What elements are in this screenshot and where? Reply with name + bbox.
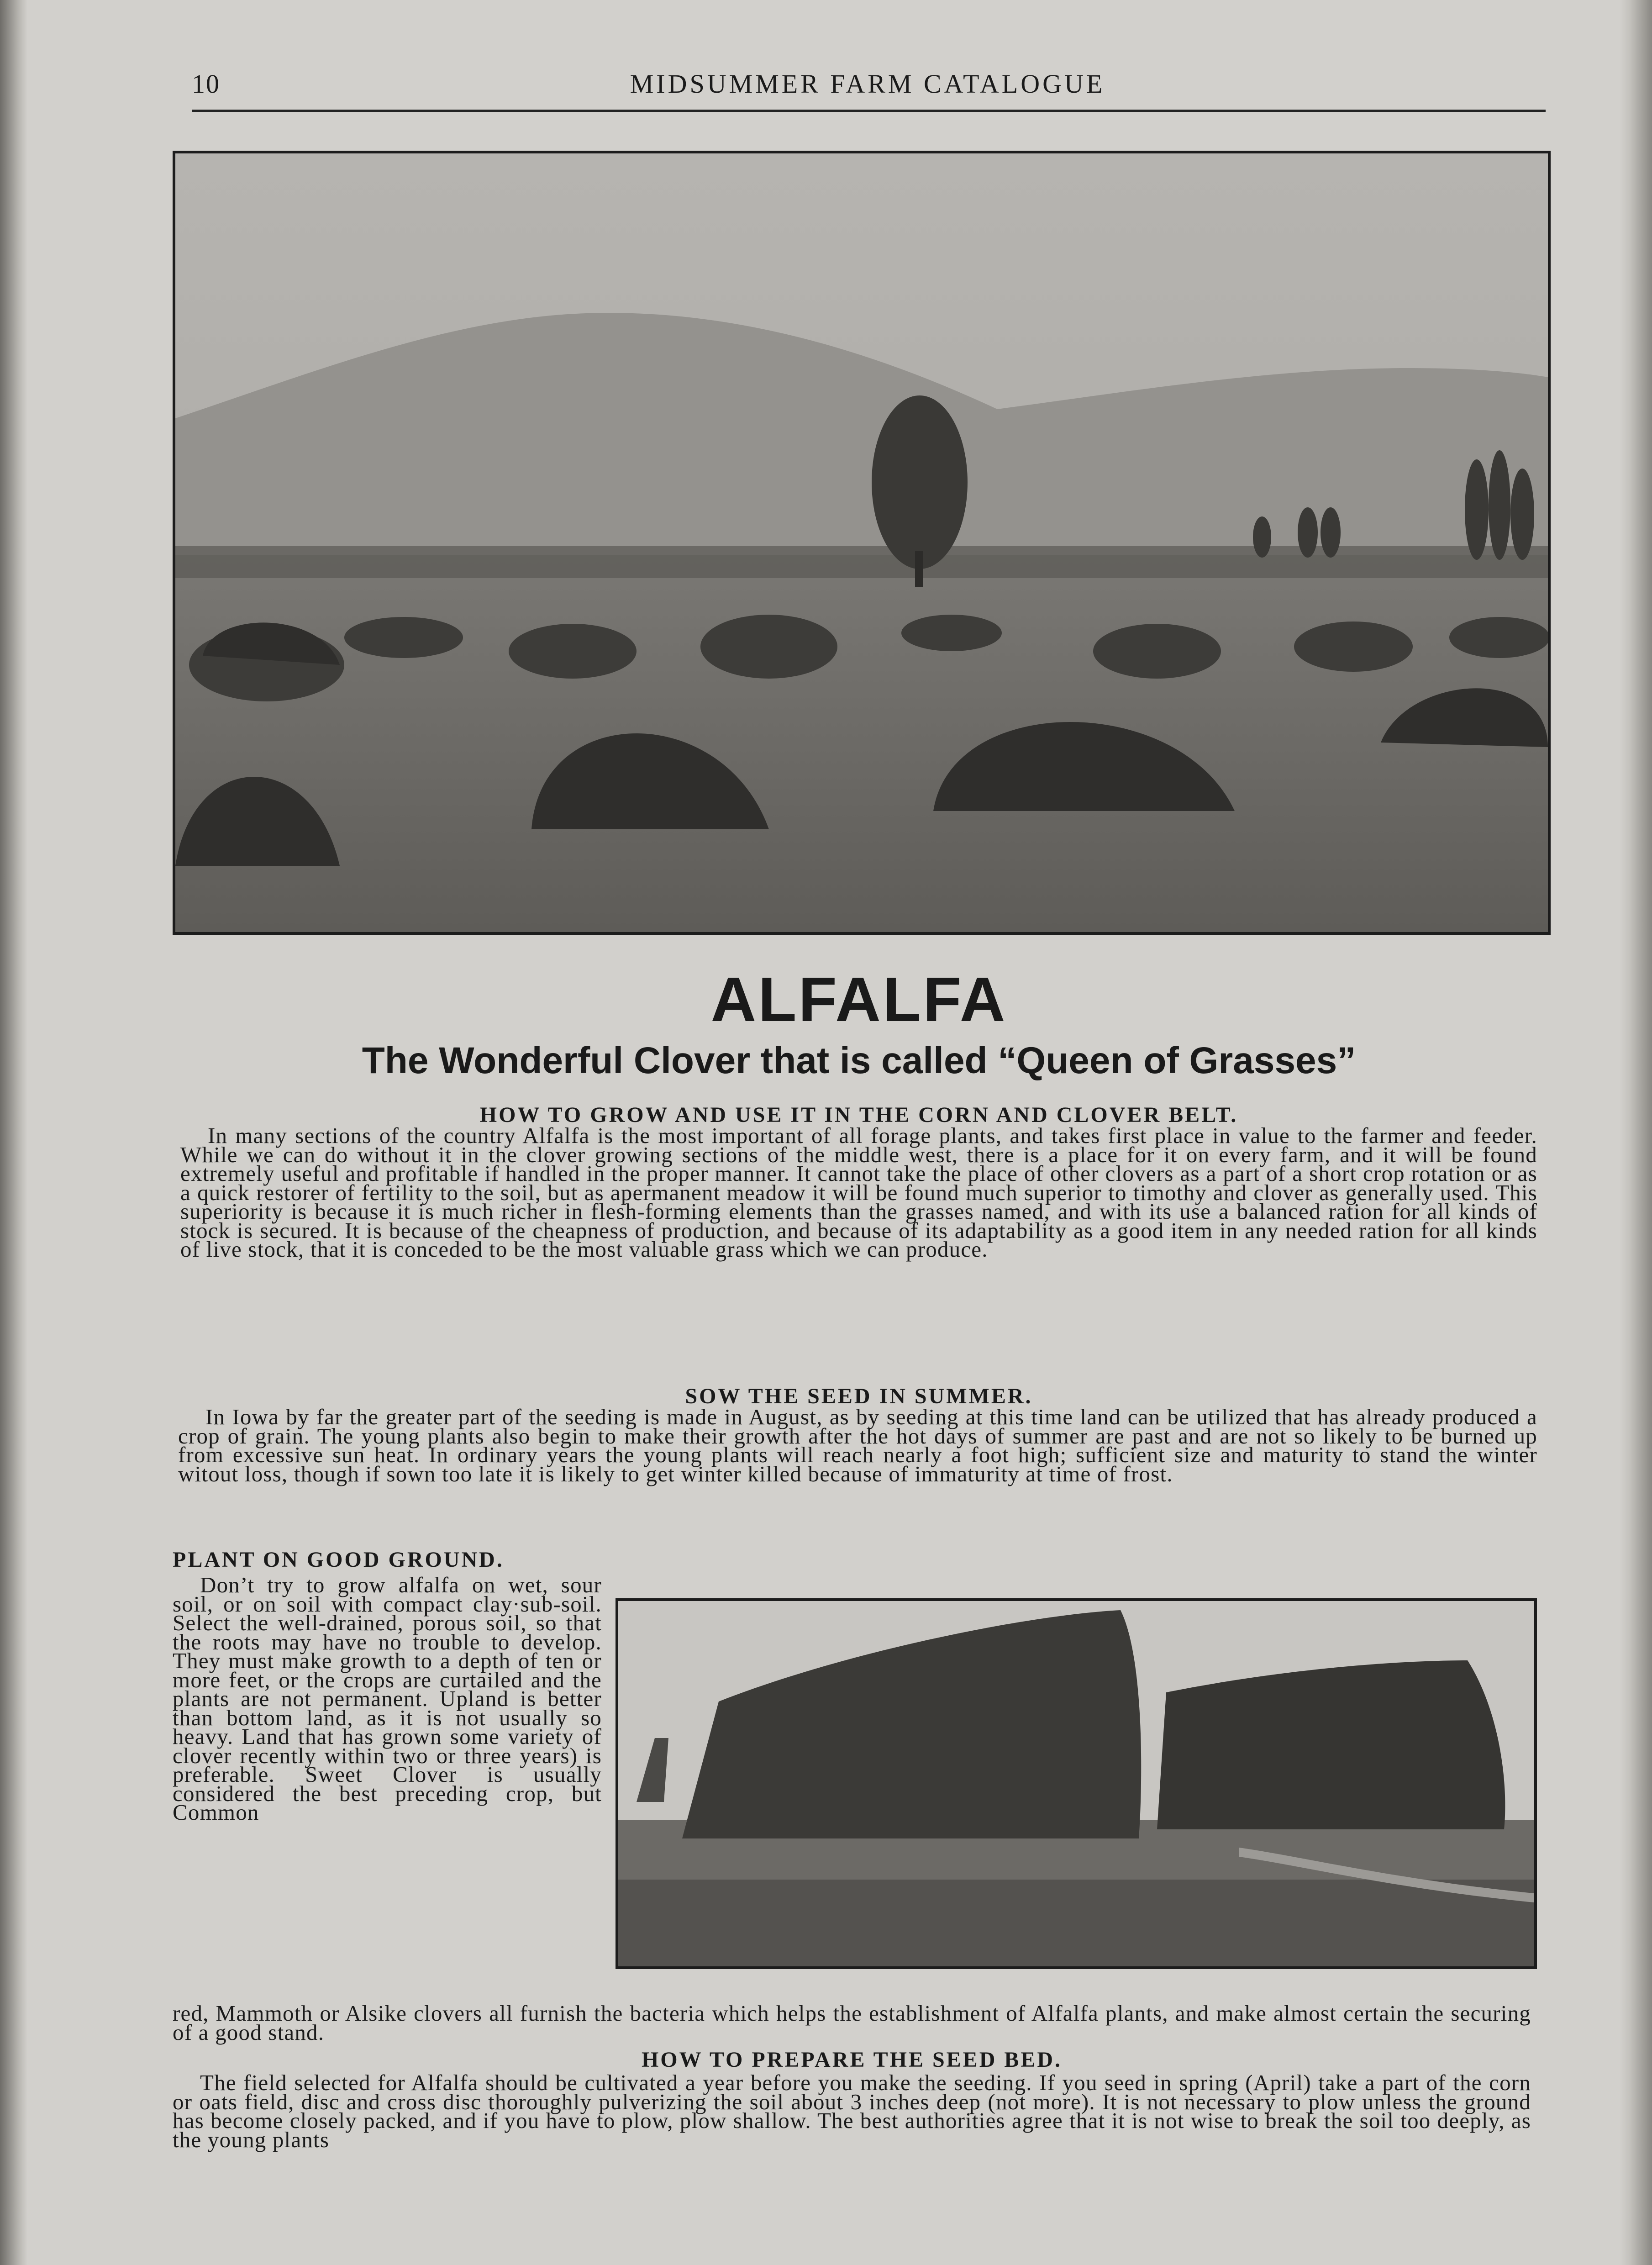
paragraph-grow: In many sections of the country Alfalfa is the most important of all forage plants, and takes first place in value to the farmer and feeder. While we can do without it in the clover growing sections of the middle west, there is a place for it on every farm, and it will be found extremely useful and profitable if handled in the proper manner. It cannot take the place of other clovers as a part of a short crop rotation or as a quick restorer of fertility to the soil, but as apermanent meadow it will be found much superior to timothy and clover as generally used. This superiority is because it is much richer in flesh-forming elements than the grasses named, and with its use a balanced ration for all kinds of stock is secured. It is because of the cheapness of production, and because of its adaptability as a good item in any needed ration for all kinds of live stock, that it is conceded to be the most valuable grass which we can produce. [180,1123,1537,1262]
article-subtitle: The Wonderful Clover that is called “Queen of Grasses” [362,1040,1356,1081]
paragraph-plant-continuation: red, Mammoth or Alsike clovers all furnish the bacteria which helps the establishment of Alfalfa plants, and make almost certain the securing of a good stand. [173,2001,1531,2045]
running-title: MIDSUMMER FARM CATALOGUE [630,69,1105,99]
paragraph-sow: In Iowa by far the greater part of the seeding is made in August, as by seeding at this time land can be utilized that has already produced a crop of grain. The young plants also begin to make their growth after the hot days of summer are past and are not so likely to be burned up from excessive sun heat. In ordinary years the young plants will reach nearly a foot high; sufficient size and maturity to stand the winter witout loss, though if sown too late it is likely to get winter killed because of immaturity at time of frost. [178,1404,1537,1486]
section-heading-seedbed: HOW TO PREPARE THE SEED BED. [641,2048,1063,2072]
section-heading-plant: PLANT ON GOOD GROUND. [173,1548,504,1572]
paragraph-plant: Don’t try to grow alfalfa on wet, sour soil, or on soil with compact clay·sub-soil. Select the well-drained, porous soil, so that the roots may have no trouble to develop. They must make growth to a depth of ten or more feet, or the crops are curtailed and the plants are not permanent. Upland is better than bottom land, as it is not usually so heavy. Land that has grown some variety of clover recently within two or three years) is preferable. Sweet Clover is usually considered the best preceding crop, but Common [173,1572,602,1825]
hay-field-photo [173,151,1551,935]
page-edge-right [1620,0,1652,2265]
page-number: 10 [192,69,220,99]
binding-shadow-left [0,0,27,2265]
section-heading-sow: SOW THE SEED IN SUMMER. [685,1384,1033,1408]
hay-stacks-photo [616,1598,1537,1969]
article-title: ALFALFA [710,964,1007,1035]
hay-stacks-illustration [618,1601,1534,1966]
section-heading-grow: HOW TO GROW AND USE IT IN THE CORN AND CLOVER BELT. [479,1103,1238,1127]
hay-field-illustration [175,153,1548,932]
header-rule [192,110,1546,112]
page-header [192,68,1543,114]
paragraph-seedbed: The field selected for Alfalfa should be cultivated a year before you make the seeding. If you seed in spring (April) take a part of the corn or oats field, disc and cross disc thoroughly pulverizing the soil about 3 inches deep (not more). It is not necessary to plow unless the ground has become closely packed, and if you have to plow, plow shallow. The best authorities agree that it is not wise to break the soil too deeply, as the young plants [173,2070,1531,2152]
